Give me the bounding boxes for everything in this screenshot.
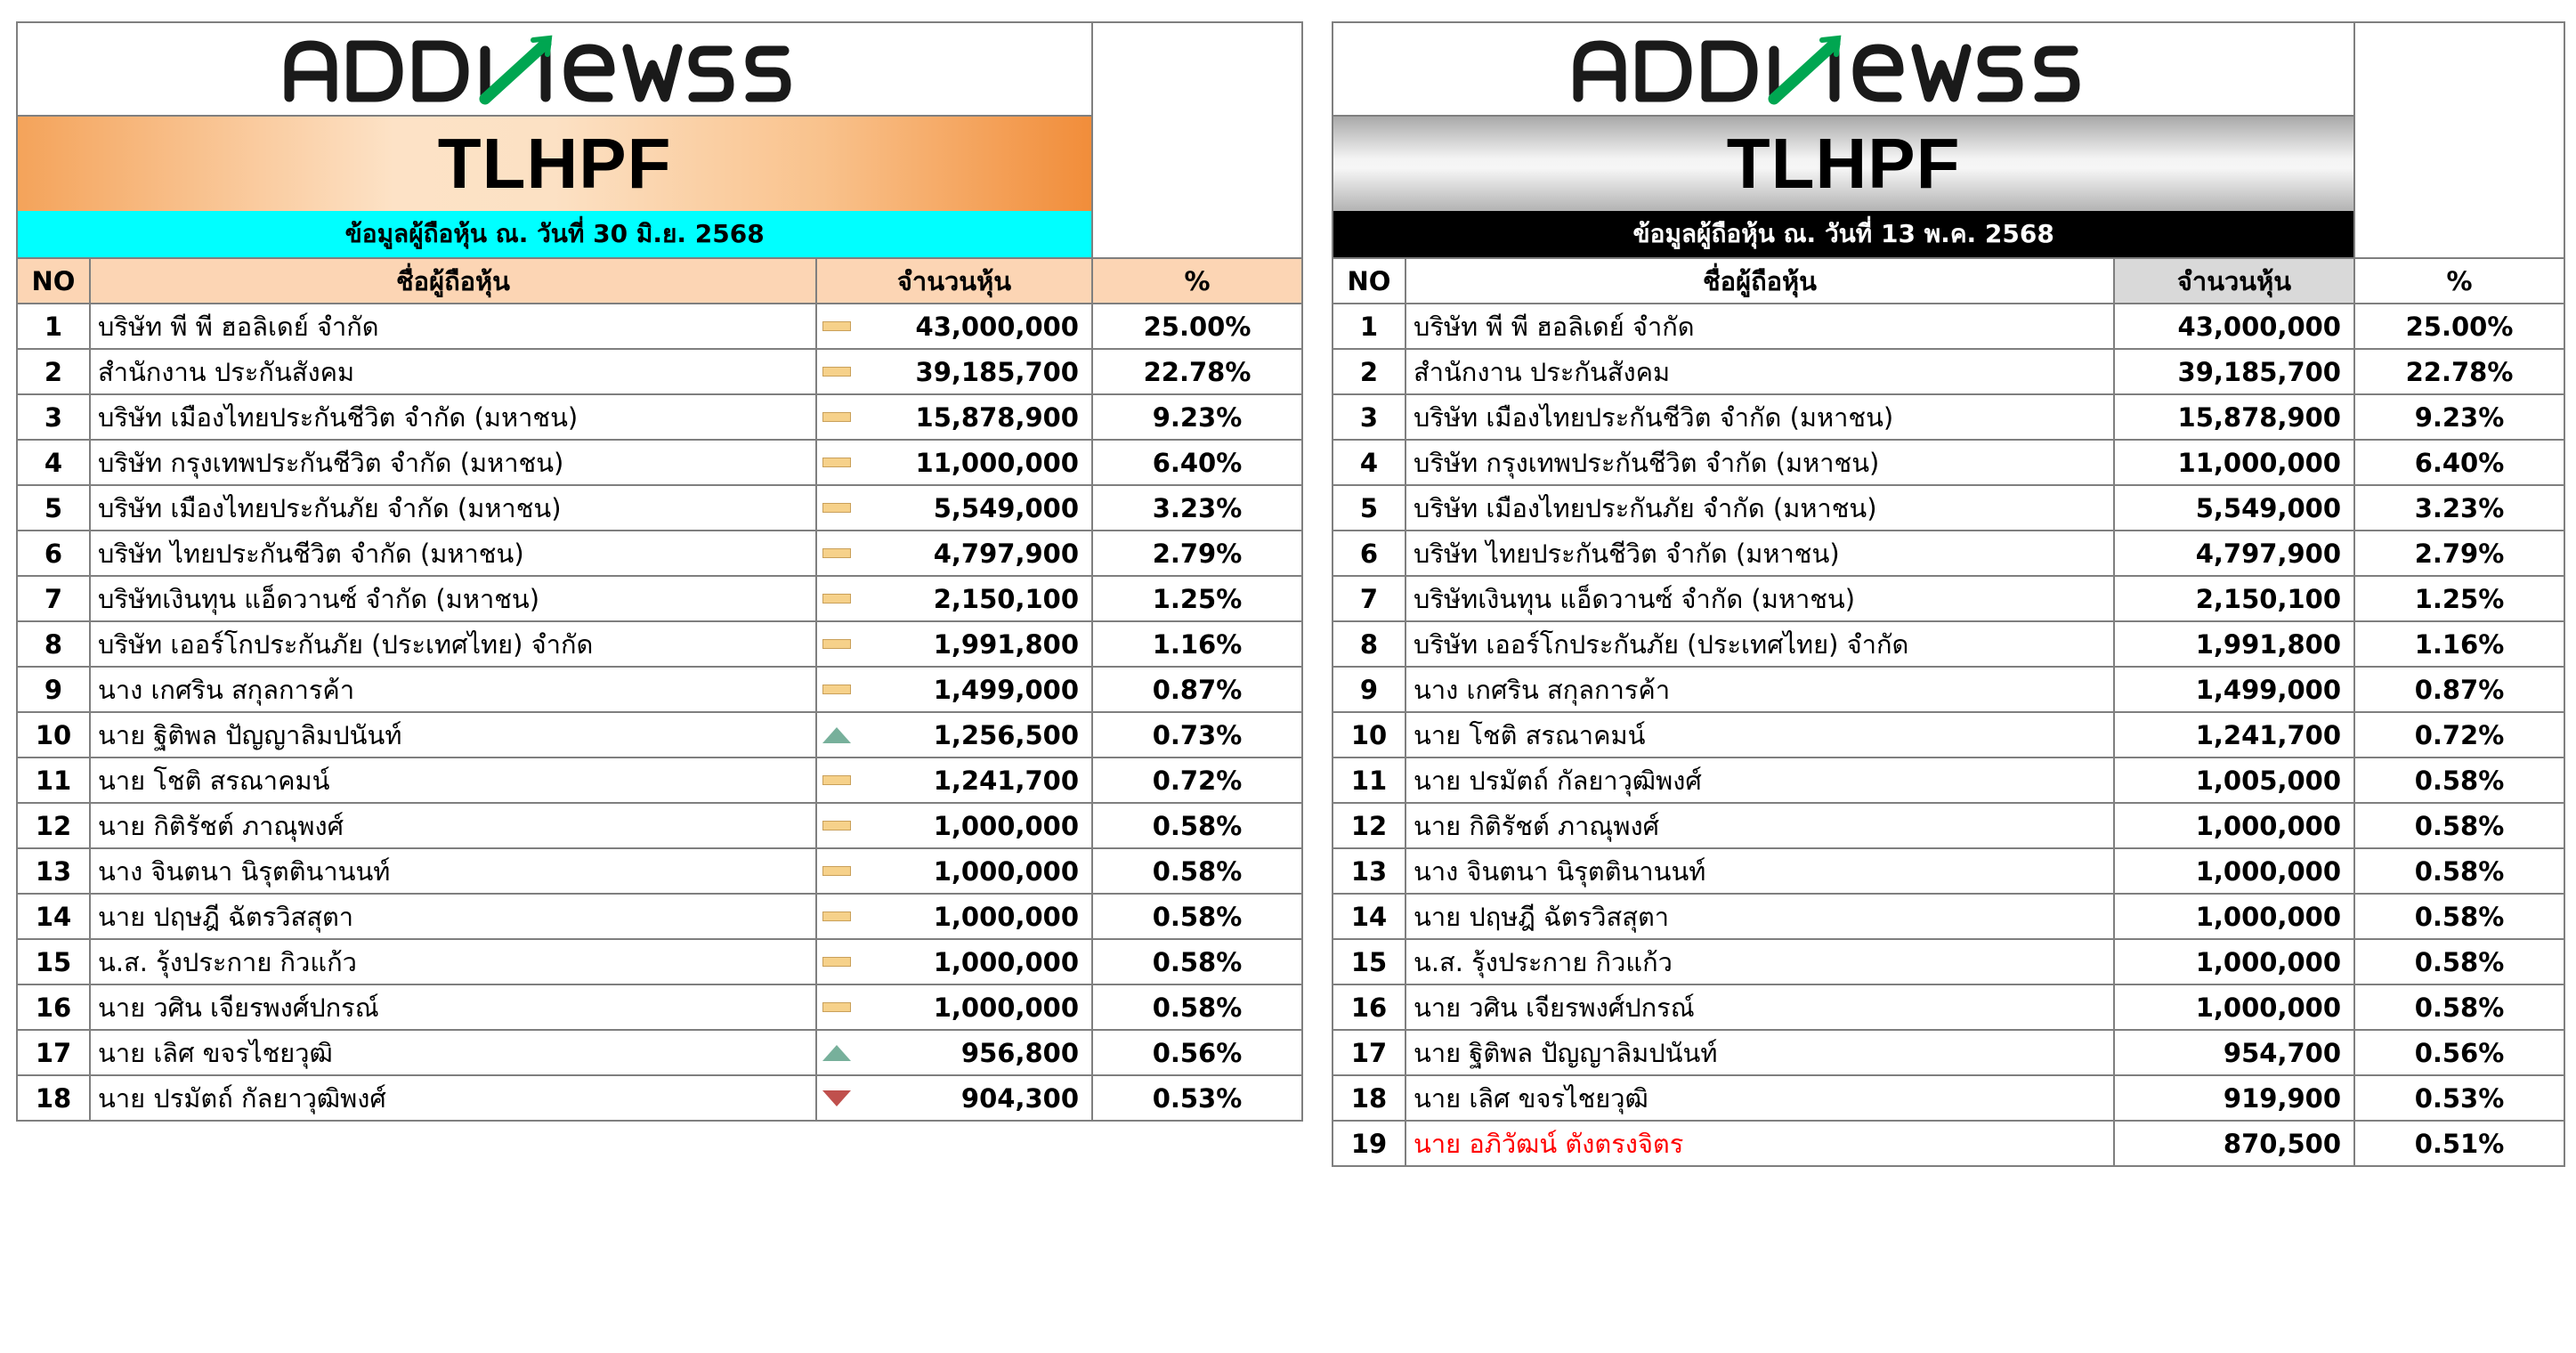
shares-value: 1,000,000 <box>2195 855 2341 887</box>
percent-value: 2.79% <box>1152 538 1243 569</box>
percent-value: 0.58% <box>2414 992 2505 1023</box>
shareholder-table-latest <box>16 21 1303 1122</box>
shares-value: 5,549,000 <box>933 492 1079 523</box>
row-no: 5 <box>18 486 91 530</box>
shares-cell <box>817 668 1093 711</box>
table-row <box>18 484 1301 530</box>
col-header-shares: จำนวนหุ้น <box>2115 259 2355 303</box>
shares-value: 919,900 <box>2223 1082 2341 1114</box>
row-no: 12 <box>1333 804 1406 847</box>
shares-cell <box>2115 758 2355 802</box>
column-header-row <box>18 257 1301 303</box>
row-no: 12 <box>18 804 91 847</box>
shareholder-name: น.ส. รุ้งประกาย กิวแก้ว <box>91 940 817 984</box>
table-row <box>18 711 1301 757</box>
shares-value: 1,000,000 <box>2195 901 2341 932</box>
table-row <box>18 893 1301 938</box>
shares-value: 39,185,700 <box>915 356 1079 387</box>
col-header-no: NO <box>18 259 91 303</box>
table-header-block <box>1333 23 2564 257</box>
percent-value: 0.58% <box>1152 946 1243 977</box>
percent-value: 22.78% <box>2405 356 2514 387</box>
row-no: 4 <box>18 441 91 484</box>
shares-value: 1,499,000 <box>2195 674 2341 705</box>
row-no: 13 <box>18 849 91 893</box>
table-row <box>1333 757 2564 802</box>
column-header-row <box>1333 257 2564 303</box>
row-no: 1 <box>1333 304 1406 348</box>
shares-value: 1,000,000 <box>933 855 1079 887</box>
table-row <box>1333 1074 2564 1120</box>
trend-down-icon <box>822 1090 851 1106</box>
row-no: 16 <box>18 985 91 1029</box>
shares-cell <box>2115 1031 2355 1074</box>
table-row <box>18 530 1301 575</box>
shares-value: 1,000,000 <box>933 946 1079 977</box>
shares-cell <box>817 395 1093 439</box>
percent-value: 0.58% <box>2414 901 2505 932</box>
trend-flat-icon <box>822 412 851 422</box>
shares-cell <box>817 350 1093 393</box>
row-no: 3 <box>1333 395 1406 439</box>
shares-cell <box>817 804 1093 847</box>
shares-cell <box>2115 622 2355 666</box>
trend-indicator <box>817 1002 856 1012</box>
shareholder-name: นาย เลิศ ขจรไชยวุฒิ <box>1406 1076 2115 1120</box>
shareholder-name: บริษัท พี พี ฮอลิเดย์ จำกัด <box>91 304 817 348</box>
header-blank-cell <box>1093 23 1301 257</box>
percent-value: 0.53% <box>2414 1082 2505 1114</box>
shares-value: 954,700 <box>2223 1037 2341 1068</box>
shares-cell <box>817 622 1093 666</box>
table-row <box>1333 530 2564 575</box>
col-header-pct: % <box>2446 265 2473 296</box>
percent-value: 1.16% <box>1152 628 1243 660</box>
table-row <box>18 847 1301 893</box>
table-row <box>18 984 1301 1029</box>
table-row <box>1333 711 2564 757</box>
shareholder-name: น.ส. รุ้งประกาย กิวแก้ว <box>1406 940 2115 984</box>
shares-cell <box>2115 804 2355 847</box>
shareholder-name: บริษัท เออร์โกประกันภัย (ประเทศไทย) จำกัด <box>91 622 817 666</box>
table-row <box>1333 348 2564 393</box>
header-main <box>18 23 1093 257</box>
table-row <box>1333 847 2564 893</box>
table-row <box>1333 439 2564 484</box>
shareholder-name: บริษัท เมืองไทยประกันชีวิต จำกัด (มหาชน) <box>91 395 817 439</box>
percent-value: 0.56% <box>2414 1037 2505 1068</box>
shares-cell <box>817 985 1093 1029</box>
row-no: 17 <box>18 1031 91 1074</box>
table-row <box>18 575 1301 620</box>
shareholder-name: นาย กิติรัชต์ ภาณุพงศ์ <box>1406 804 2115 847</box>
shares-cell <box>2115 1122 2355 1165</box>
trend-indicator <box>817 957 856 967</box>
row-no: 10 <box>18 713 91 757</box>
shareholder-name: บริษัทเงินทุน แอ็ดวานซ์ จำกัด (มหาชน) <box>1406 577 2115 620</box>
row-no: 18 <box>1333 1076 1406 1120</box>
row-no: 13 <box>1333 849 1406 893</box>
trend-indicator <box>817 1090 856 1106</box>
table-row <box>1333 1120 2564 1165</box>
table-row <box>18 666 1301 711</box>
table-row <box>1333 984 2564 1029</box>
row-no: 7 <box>18 577 91 620</box>
shareholder-name: บริษัทเงินทุน แอ็ดวานซ์ จำกัด (มหาชน) <box>91 577 817 620</box>
row-no: 3 <box>18 395 91 439</box>
shares-cell <box>2115 849 2355 893</box>
trend-flat-icon <box>822 685 851 694</box>
shares-cell <box>817 1076 1093 1120</box>
trend-flat-icon <box>822 775 851 785</box>
table-row <box>1333 393 2564 439</box>
shares-value: 15,878,900 <box>915 401 1079 433</box>
shares-cell <box>817 577 1093 620</box>
trend-indicator <box>817 1045 856 1061</box>
shareholder-name: นาย โชติ สรณาคมน์ <box>1406 713 2115 757</box>
shares-value: 904,300 <box>960 1082 1079 1114</box>
percent-value: 0.58% <box>1152 855 1243 887</box>
table-row <box>18 303 1301 348</box>
header-blank-cell <box>2355 23 2564 257</box>
shareholder-name: สำนักงาน ประกันสังคม <box>1406 350 2115 393</box>
table-row <box>1333 484 2564 530</box>
percent-value: 0.58% <box>2414 946 2505 977</box>
shares-cell <box>2115 713 2355 757</box>
trend-indicator <box>817 458 856 467</box>
shareholder-name: บริษัท ไทยประกันชีวิต จำกัด (มหาชน) <box>1406 531 2115 575</box>
shares-value: 1,241,700 <box>933 765 1079 796</box>
row-no: 10 <box>1333 713 1406 757</box>
shares-cell <box>817 486 1093 530</box>
shares-value: 4,797,900 <box>933 538 1079 569</box>
shareholder-name: นาย ปรมัตถ์ กัลยาวุฒิพงศ์ <box>1406 758 2115 802</box>
shareholder-name: บริษัท พี พี ฮอลิเดย์ จำกัด <box>1406 304 2115 348</box>
percent-value: 0.58% <box>1152 992 1243 1023</box>
percent-value: 0.87% <box>1152 674 1243 705</box>
trend-flat-icon <box>822 548 851 558</box>
shares-cell <box>2115 395 2355 439</box>
trend-up-icon <box>822 727 851 743</box>
row-no: 6 <box>18 531 91 575</box>
trend-flat-icon <box>822 957 851 967</box>
shareholder-name: นาย เลิศ ขจรไชยวุฒิ <box>91 1031 817 1074</box>
shares-value: 956,800 <box>960 1037 1079 1068</box>
shares-value: 2,150,100 <box>933 583 1079 614</box>
shares-value: 15,878,900 <box>2177 401 2341 433</box>
row-no: 5 <box>1333 486 1406 530</box>
shares-value: 870,500 <box>2223 1128 2341 1159</box>
shares-value: 5,549,000 <box>2195 492 2341 523</box>
fund-title: TLHPF <box>18 117 1091 211</box>
logo-graphic <box>1567 31 2119 108</box>
percent-value: 0.58% <box>2414 810 2505 841</box>
row-no: 7 <box>1333 577 1406 620</box>
shares-value: 1,499,000 <box>933 674 1079 705</box>
table-row <box>1333 1029 2564 1074</box>
table-row <box>1333 575 2564 620</box>
trend-flat-icon <box>822 458 851 467</box>
shares-cell <box>817 1031 1093 1074</box>
trend-indicator <box>817 594 856 604</box>
shareholder-name: นาย กิติรัชต์ ภาณุพงศ์ <box>91 804 817 847</box>
shareholder-name: นาง จินตนา นิรุตตินานนท์ <box>1406 849 2115 893</box>
percent-value: 1.16% <box>2414 628 2505 660</box>
shares-value: 1,000,000 <box>2195 946 2341 977</box>
shares-value: 11,000,000 <box>915 447 1079 478</box>
shares-cell <box>817 895 1093 938</box>
percent-value: 25.00% <box>2405 311 2514 342</box>
row-no: 11 <box>18 758 91 802</box>
table-row <box>1333 802 2564 847</box>
percent-value: 2.79% <box>2414 538 2505 569</box>
fund-title: TLHPF <box>1333 117 2353 211</box>
percent-value: 0.72% <box>1152 765 1243 796</box>
trend-flat-icon <box>822 639 851 649</box>
shares-value: 4,797,900 <box>2195 538 2341 569</box>
trend-indicator <box>817 548 856 558</box>
table-row <box>18 938 1301 984</box>
percent-value: 0.56% <box>1152 1037 1243 1068</box>
shareholder-name: นาย วศิน เจียรพงศ์ปกรณ์ <box>1406 985 2115 1029</box>
table-header-block <box>18 23 1301 257</box>
trend-indicator <box>817 866 856 876</box>
table-row <box>1333 938 2564 984</box>
shares-cell <box>2115 441 2355 484</box>
percent-value: 6.40% <box>1152 447 1243 478</box>
percent-value: 0.58% <box>1152 810 1243 841</box>
trend-indicator <box>817 321 856 331</box>
percent-value: 0.58% <box>2414 855 2505 887</box>
shares-value: 39,185,700 <box>2177 356 2341 387</box>
shares-cell <box>2115 895 2355 938</box>
shares-value: 1,256,500 <box>933 719 1079 750</box>
percent-value: 1.25% <box>2414 583 2505 614</box>
row-no: 4 <box>1333 441 1406 484</box>
table-row <box>18 1029 1301 1074</box>
percent-value: 25.00% <box>1143 311 1252 342</box>
shareholder-name: นาย ปรมัตถ์ กัลยาวุฒิพงศ์ <box>91 1076 817 1120</box>
shares-cell <box>817 531 1093 575</box>
row-no: 11 <box>1333 758 1406 802</box>
shares-value: 11,000,000 <box>2177 447 2341 478</box>
shares-value: 43,000,000 <box>2177 311 2341 342</box>
percent-value: 0.72% <box>2414 719 2505 750</box>
shares-value: 1,000,000 <box>933 901 1079 932</box>
row-no: 14 <box>18 895 91 938</box>
shareholder-name: นาย ฐิติพล ปัญญาลิมปนันท์ <box>91 713 817 757</box>
shares-cell <box>817 304 1093 348</box>
col-header-name: ชื่อผู้ถือหุ้น <box>91 259 817 303</box>
shares-value: 1,000,000 <box>933 810 1079 841</box>
table-row <box>18 393 1301 439</box>
row-no: 18 <box>18 1076 91 1120</box>
shares-cell <box>2115 668 2355 711</box>
shares-value: 1,000,000 <box>933 992 1079 1023</box>
table-row <box>18 757 1301 802</box>
row-no: 1 <box>18 304 91 348</box>
table-row <box>18 802 1301 847</box>
percent-value: 0.51% <box>2414 1128 2505 1159</box>
shareholder-table-previous <box>1332 21 2565 1167</box>
shares-cell <box>817 849 1093 893</box>
shareholder-name: นาย โชติ สรณาคมน์ <box>91 758 817 802</box>
percent-value: 3.23% <box>1152 492 1243 523</box>
shareholder-name: นาย ปฤษฎี ฉัตรวิสสุตา <box>1406 895 2115 938</box>
row-no: 8 <box>18 622 91 666</box>
shares-cell <box>817 441 1093 484</box>
row-no: 14 <box>1333 895 1406 938</box>
shares-cell <box>817 713 1093 757</box>
percent-value: 1.25% <box>1152 583 1243 614</box>
trend-flat-icon <box>822 594 851 604</box>
trend-up-icon <box>822 1045 851 1061</box>
percent-value: 0.58% <box>1152 901 1243 932</box>
row-no: 16 <box>1333 985 1406 1029</box>
logo-graphic <box>279 31 830 108</box>
shares-cell <box>817 940 1093 984</box>
trend-indicator <box>817 821 856 830</box>
data-date-label: ข้อมูลผู้ถือหุ้น ณ. วันที่ 13 พ.ค. 2568 <box>1333 211 2353 257</box>
trend-indicator <box>817 639 856 649</box>
trend-indicator <box>817 367 856 377</box>
shareholder-name: นาง จินตนา นิรุตตินานนท์ <box>91 849 817 893</box>
table-row <box>1333 666 2564 711</box>
percent-value: 6.40% <box>2414 447 2505 478</box>
percent-value: 9.23% <box>2414 401 2505 433</box>
shareholder-name: บริษัท เมืองไทยประกันภัย จำกัด (มหาชน) <box>1406 486 2115 530</box>
shareholder-name: บริษัท เมืองไทยประกันภัย จำกัด (มหาชน) <box>91 486 817 530</box>
trend-indicator <box>817 685 856 694</box>
shares-cell <box>2115 577 2355 620</box>
trend-flat-icon <box>822 821 851 830</box>
percent-value: 0.87% <box>2414 674 2505 705</box>
shareholder-name: บริษัท กรุงเทพประกันชีวิต จำกัด (มหาชน) <box>1406 441 2115 484</box>
shares-value: 1,241,700 <box>2195 719 2341 750</box>
percent-value: 22.78% <box>1143 356 1252 387</box>
shares-cell <box>2115 486 2355 530</box>
trend-indicator <box>817 775 856 785</box>
shareholder-name: นาย ฐิติพล ปัญญาลิมปนันท์ <box>1406 1031 2115 1074</box>
trend-indicator <box>817 503 856 513</box>
shares-value: 1,000,000 <box>2195 992 2341 1023</box>
shareholder-name: นาง เกศริน สกุลการค้า <box>91 668 817 711</box>
shareholder-name: บริษัท กรุงเทพประกันชีวิต จำกัด (มหาชน) <box>91 441 817 484</box>
shareholder-name: บริษัท เออร์โกประกันภัย (ประเทศไทย) จำกัด <box>1406 622 2115 666</box>
table-row <box>1333 303 2564 348</box>
percent-value: 3.23% <box>2414 492 2505 523</box>
row-no: 15 <box>18 940 91 984</box>
table-row <box>18 439 1301 484</box>
row-no: 2 <box>1333 350 1406 393</box>
percent-value: 0.73% <box>1152 719 1243 750</box>
col-header-name: ชื่อผู้ถือหุ้น <box>1406 259 2115 303</box>
trend-indicator <box>817 412 856 422</box>
col-header-shares: จำนวนหุ้น <box>817 259 1093 303</box>
table-row <box>1333 620 2564 666</box>
col-header-no: NO <box>1333 259 1406 303</box>
row-no: 9 <box>18 668 91 711</box>
shareholder-name: สำนักงาน ประกันสังคม <box>91 350 817 393</box>
row-no: 2 <box>18 350 91 393</box>
shares-cell <box>817 758 1093 802</box>
addnewss-logo <box>18 23 1091 117</box>
shareholder-rows <box>18 303 1301 1120</box>
shares-cell <box>2115 985 2355 1029</box>
shares-cell <box>2115 350 2355 393</box>
col-header-pct: % <box>1184 265 1211 296</box>
row-no: 6 <box>1333 531 1406 575</box>
table-row <box>18 348 1301 393</box>
shares-cell <box>2115 531 2355 575</box>
trend-flat-icon <box>822 367 851 377</box>
row-no: 8 <box>1333 622 1406 666</box>
row-no: 9 <box>1333 668 1406 711</box>
trend-flat-icon <box>822 503 851 513</box>
header-main <box>1333 23 2355 257</box>
percent-value: 9.23% <box>1152 401 1243 433</box>
trend-flat-icon <box>822 911 851 921</box>
trend-indicator <box>817 727 856 743</box>
shareholder-name: นาย วศิน เจียรพงศ์ปกรณ์ <box>91 985 817 1029</box>
table-row <box>18 620 1301 666</box>
table-row <box>18 1074 1301 1120</box>
shareholder-name: นาง เกศริน สกุลการค้า <box>1406 668 2115 711</box>
shares-value: 1,991,800 <box>2195 628 2341 660</box>
percent-value: 0.58% <box>2414 765 2505 796</box>
row-no: 19 <box>1333 1122 1406 1165</box>
trend-flat-icon <box>822 321 851 331</box>
shares-value: 1,000,000 <box>2195 810 2341 841</box>
trend-flat-icon <box>822 866 851 876</box>
shares-cell <box>2115 1076 2355 1120</box>
shares-cell <box>2115 304 2355 348</box>
shareholder-name: นาย ปฤษฎี ฉัตรวิสสุตา <box>91 895 817 938</box>
shareholder-name: บริษัท เมืองไทยประกันชีวิต จำกัด (มหาชน) <box>1406 395 2115 439</box>
shares-value: 1,005,000 <box>2195 765 2341 796</box>
shareholder-name: บริษัท ไทยประกันชีวิต จำกัด (มหาชน) <box>91 531 817 575</box>
shareholder-rows <box>1333 303 2564 1165</box>
shareholder-name: นาย อภิวัฒน์ ตังตรงจิตร <box>1406 1122 2115 1165</box>
percent-value: 0.53% <box>1152 1082 1243 1114</box>
shares-value: 2,150,100 <box>2195 583 2341 614</box>
row-no: 15 <box>1333 940 1406 984</box>
shares-value: 1,991,800 <box>933 628 1079 660</box>
table-row <box>1333 893 2564 938</box>
trend-flat-icon <box>822 1002 851 1012</box>
shares-cell <box>2115 940 2355 984</box>
trend-indicator <box>817 911 856 921</box>
row-no: 17 <box>1333 1031 1406 1074</box>
addnewss-logo <box>1333 23 2353 117</box>
data-date-label: ข้อมูลผู้ถือหุ้น ณ. วันที่ 30 มิ.ย. 2568 <box>18 211 1091 257</box>
shares-value: 43,000,000 <box>915 311 1079 342</box>
